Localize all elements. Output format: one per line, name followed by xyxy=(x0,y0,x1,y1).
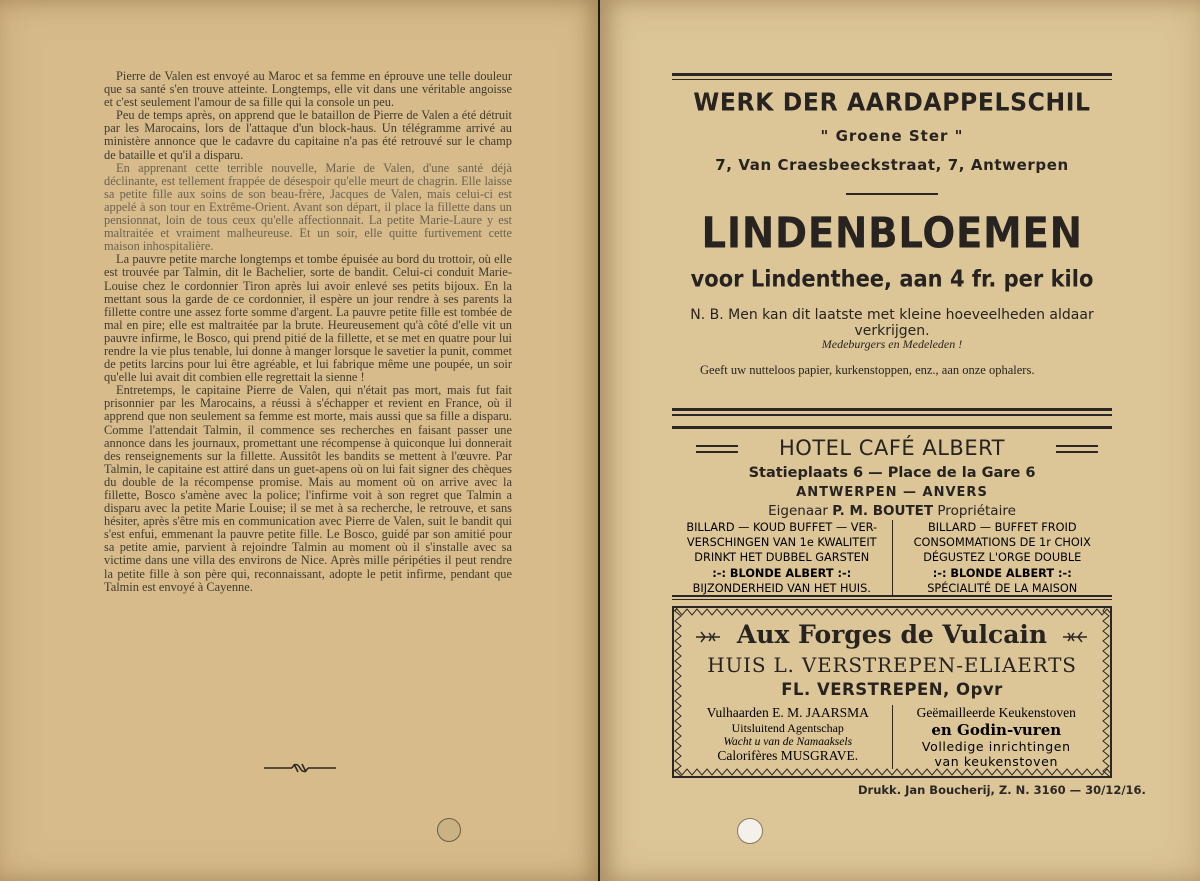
ad1-request: Geeft uw nutteloos papier, kurkenstoppen, enz., aan onze ophalers. xyxy=(700,363,1035,377)
ad2-owner-suffix: Propriétaire xyxy=(937,503,1016,519)
ad3-title: Aux Forges de Vulcain xyxy=(736,620,1048,649)
ad2-left-line: VERSCHINGEN VAN 1e KWALITEIT xyxy=(686,536,877,550)
ad3-left-line: Uitsluitend Agentschap xyxy=(731,721,844,735)
ad3-columns xyxy=(684,705,1100,769)
divider-rule xyxy=(672,595,1112,597)
story-paragraph: Pierre de Valen est envoyé au Maroc et sa femme en éprouve une telle douleur que sa santé s'en trouve atteinte. Longtemps, elle vit dans une véritable angoisse et c'est seulement l'amour de sa fille qui la console un peu. xyxy=(104,69,512,110)
ad2-right-line: BILLARD — BUFFET FROID xyxy=(927,521,1077,534)
ad2-left-column xyxy=(672,520,893,596)
ad3-right-line: van keukenstoven xyxy=(934,754,1058,769)
ad1-appeal: Medeburgers en Medeleden ! xyxy=(821,337,963,351)
short-rule xyxy=(846,193,938,195)
ad1-address: 7, Van Craesbeeckstraat, 7, Antwerpen xyxy=(715,156,1069,174)
ad2-title: HOTEL CAFÉ ALBERT xyxy=(779,436,1005,460)
divider-rule xyxy=(672,426,1112,429)
ad2-left-line: :-: BLONDE ALBERT :-: xyxy=(712,566,852,580)
divider-rule xyxy=(672,414,1112,416)
top-rule-thin xyxy=(672,79,1112,80)
ad1-title: WERK DER AARDAPPELSCHIL xyxy=(693,87,1091,117)
story-paragraph: Entretemps, le capitaine Pierre de Valen, qui n'était pas mort, mais fut fait prisonnier par les Marocains, a réussi à s'échapper et revient en France, où il apprend que non seulement sa femme est morte, mais aussi que sa fille a disparu. Comme l'attendait Talmin, il commence ses recherches en faisant passer une annonce dans les journaux, promettant une récompense à quiconque lui donnerait des renseignements sur la fillette. Aussitôt les bandits se mettent à l'œuvre. Par Talmin, le capitaine est attiré dans un guet-apens où on lui fait signer des chèques du double de la récompense promise. Mais au moment où on arrive avec la fillette, Bosco s'amène avec la police; l'infirme voit à son regret que Talmin a disparu avec la petite Marie Louise; il se met à sa recherche, le retrouve, et sans hésiter, après s'être mis en communication avec Pierre de Valen, suit le bandit qui s'est enfui, emmenant la pauvre petite fille. Le Bosco, guidé par son amitié pour sa petite amie, parvient à rejoindre Talmin au moment où il s'installe avec sa victime dans une villa des environs de Nice. Après mille péripéties il peut rendre la petite fille à son père qui, reconnaissant, adopte le petit infirme, pendant que Talmin est envoyé à Cayenne. xyxy=(104,383,512,594)
ad2-owner-label: Eigenaar xyxy=(768,503,828,519)
ad3-right-line: en Godin-vuren xyxy=(931,721,1062,739)
top-rule xyxy=(672,73,1112,76)
frame-zigzag-top xyxy=(672,608,1112,616)
ad2-city: ANTWERPEN — ANVERS xyxy=(796,485,988,500)
ad2-right-line: DÉGUSTEZ L'ORGE DOUBLE xyxy=(923,551,1082,565)
ad3-right-column xyxy=(893,705,1101,769)
ad2-owner: P. M. BOUTET xyxy=(832,503,934,519)
ad2-right-line: CONSOMMATIONS DE 1r CHOIX xyxy=(913,536,1091,550)
divider-rule xyxy=(672,599,1112,600)
story-paragraph: En apprenant cette terrible nouvelle, Marie de Valen, d'une santé déjà déclinante, est tellement frappée de désespoir qu'elle meurt de chagrin. Elle laisse sa petite fille aux soins de son beau-frère, Jacques de Valen, mais celui-ci est appelé à son tour en Extrême-Orient. Avant son départ, il place la fillette dans un pensionnat, loin de tous ceux qu'elle affectionnait. La petite Marie-Laure y est maltraitée et vraiment malheureuse. Et un soir, elle quitte furtivement cette maison inhospitalière. xyxy=(104,160,512,254)
ad2-right-column xyxy=(893,520,1113,596)
ad3-right-line: Geëmailleerde Keukenstoven xyxy=(916,705,1076,720)
ad3-owner: FL. VERSTREPEN, Opvr xyxy=(781,680,1003,699)
ad1-note: N. B. Men kan dit laatste met kleine hoeveelheden aldaar verkrijgen. xyxy=(690,307,1094,339)
ad3-left-line: Wacht u van de Namaaksels xyxy=(723,736,853,748)
punch-hole xyxy=(437,818,461,842)
ad3-left-line: Vulhaarden E. M. JAARSMA xyxy=(706,705,869,720)
ad2-left-line: DRINKT HET DUBBEL GARSTEN xyxy=(694,551,870,565)
ad3-right-line: Volledige inrichtingen xyxy=(921,739,1071,754)
ad2-right-line: :-: BLONDE ALBERT :-: xyxy=(932,566,1072,580)
ad3-left-line: Calorifères MUSGRAVE. xyxy=(717,748,859,763)
ornament-icon xyxy=(262,760,338,776)
ad2-left-line: BIJZONDERHEID VAN HET HUIS. xyxy=(692,581,871,595)
ad1-subtitle: " Groene Ster " xyxy=(820,127,964,145)
ad1-offer: voor Lindenthee, aan 4 fr. per kilo xyxy=(690,265,1094,293)
ad2-left-line: BILLARD — KOUD BUFFET — VER- xyxy=(686,521,878,534)
punch-hole xyxy=(737,818,763,844)
ad3-house: HUIS L. VERSTREPEN-ELIAERTS xyxy=(707,653,1077,677)
ad2-address: Statieplaats 6 — Place de la Gare 6 xyxy=(748,465,1036,481)
story-text xyxy=(104,70,512,594)
divider-rule xyxy=(672,408,1112,411)
ad2-columns xyxy=(672,520,1112,596)
story-paragraph: La pauvre petite marche longtemps et tombe épuisée au bord du trottoir, où elle est trouvée par Talmin, dit le Bachelier, sorte de bandit. Celui-ci conduit Marie-Louise chez le cordonnier Tiron après lui avoir enlevé ses petits bijoux. En la mettant sous la garde de ce cordonnier, il espère un jour rendre à ses parents la fillette contre une assez forte somme d'argent. La pauvre petite fille est tombée de mal en pire; elle est maltraitée par la brute. Heureusement qu'à côté d'elle vit un pauvre infirme, le Bosco, qui prend pitié de la fillette, et se met en quatre pour lui rendre la vie plus tenable, lui donne à manger lorsque le savetier la punit, commet de petits larcins pour lui être agréable, et lui fabrique même une poupée, un soir qu'elle lui avait dit combien elle regrettait la sienne ! xyxy=(104,252,512,385)
frame-zigzag-bottom xyxy=(672,768,1112,776)
ad2-right-line: SPÉCIALITÉ DE LA MAISON xyxy=(927,581,1078,595)
ad2-owner-line xyxy=(672,503,1112,519)
ad1-headline: LINDENBLOEMEN xyxy=(701,208,1083,259)
ad3-left-column xyxy=(684,705,893,769)
story-paragraph: Peu de temps après, on apprend que le bataillon de Pierre de Valen a été détruit par les Marocains, lors de l'attaque d'un block-haus. Un télégramme arrivé au ministère annonce que le cadavre du capitaine n'a pas été retrouvé sur le champ de bataille et qu'il a disparu. xyxy=(104,108,512,162)
printer-imprint: Drukk. Jan Boucherij, Z. N. 3160 — 30/12/16. xyxy=(858,783,1146,797)
